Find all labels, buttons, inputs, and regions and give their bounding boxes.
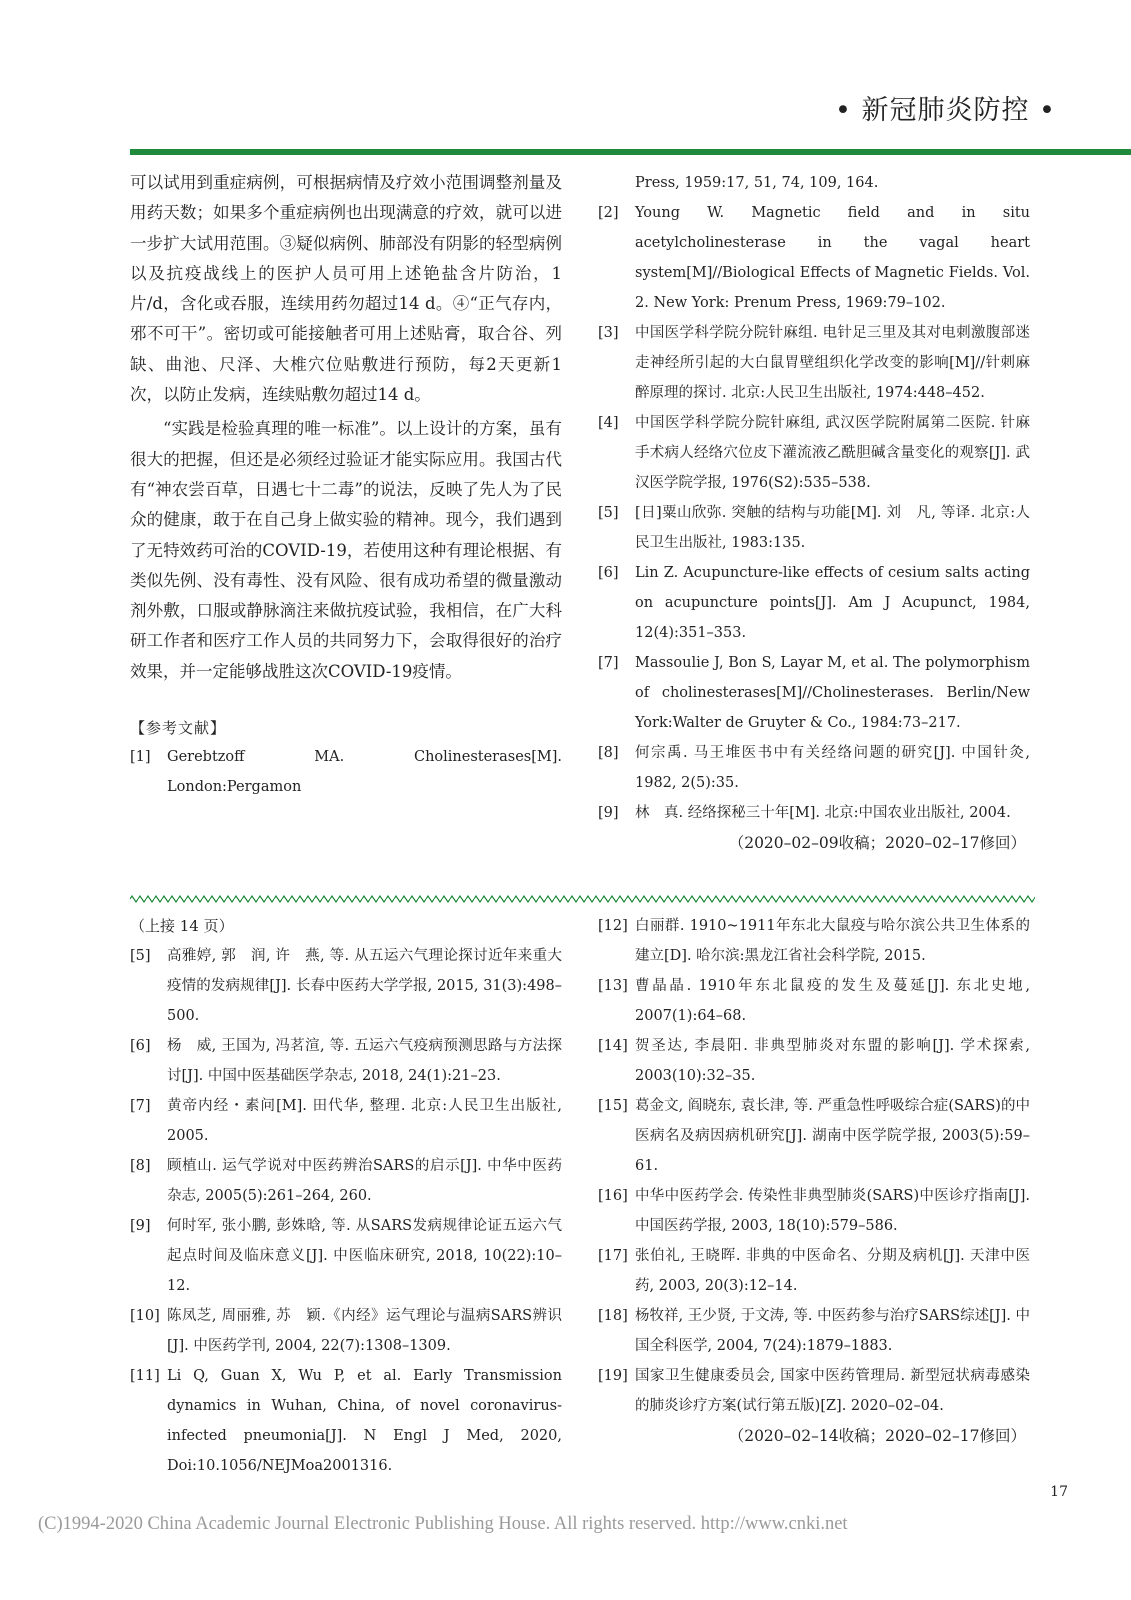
reference-number: [13] (598, 978, 628, 994)
reference-text: 高雅婷, 郭 润, 许 燕, 等. 从五运六气理论探讨近年来重大疫情的发病规律[J]. 长春中医药大学学报, 2015, 31(3):498–500. (167, 948, 562, 1024)
reference-number: [6] (130, 1038, 151, 1054)
reference-item (130, 742, 562, 802)
reference-item (598, 738, 1030, 798)
right-column (598, 168, 1030, 858)
reference-number: [2] (598, 205, 619, 221)
reference-number: [7] (130, 1098, 151, 1114)
reference-text: 中国医学科学院分院针麻组. 电针足三里及其对电刺激腹部迷走神经所引起的大白鼠胃壁组织化学改变的影响[M]//针刺麻醉原理的探讨. 北京:人民卫生出版社, 1974:448–452. (635, 325, 1030, 401)
reference-item (598, 798, 1030, 828)
reference-number: [4] (598, 415, 619, 431)
reference-number: [11] (130, 1368, 160, 1384)
reference-item (598, 408, 1030, 498)
reference-number: [17] (598, 1248, 628, 1264)
reference-number (598, 168, 635, 198)
reference-item (598, 168, 1030, 198)
reference-item (598, 558, 1030, 648)
reference-item (130, 1301, 562, 1361)
reference-text: 白丽群. 1910~1911年东北大鼠疫与哈尔滨公共卫生体系的建立[D]. 哈尔滨:黑龙江省社会科学院, 2015. (635, 918, 1030, 964)
reference-number: [5] (130, 948, 151, 964)
reference-text: Press, 1959:17, 51, 74, 109, 164. (635, 175, 879, 191)
reference-item (598, 1301, 1030, 1361)
reference-item (598, 911, 1030, 971)
reference-text: [日]粟山欣弥. 突触的结构与功能[M]. 刘 凡, 等译. 北京:人民卫生出版社, 1983:135. (635, 505, 1030, 551)
reference-number: [19] (598, 1368, 628, 1384)
reference-number: [5] (598, 505, 619, 521)
reference-item (598, 971, 1030, 1031)
reference-number: [14] (598, 1038, 628, 1054)
reference-number: [1] (130, 749, 151, 766)
reference-text: 张伯礼, 王晓晖. 非典的中医命名、分期及病机[J]. 天津中医药, 2003, 20(3):12–14. (635, 1248, 1030, 1294)
reference-text: 中国医学科学院分院针麻组, 武汉医学院附属第二医院. 针麻手术病人经络穴位皮下灌流液乙酰胆碱含量变化的观察[J]. 武汉医学院学报, 1976(S2):535–538. (635, 415, 1030, 491)
reference-number: [10] (130, 1308, 160, 1324)
body-paragraph-2: “实践是检验真理的唯一标准”。以上设计的方案，虽有很大的把握，但还是必须经过验证才能实际应用。我国古代有“神农尝百草，日遇七十二毒”的说法，反映了先人为了民众的健康，敢于在自己身上做实验的精神。现今，我们遇到了无特效药可治的COVID-19，若使用这种有理论根据、有类似先例、没有毒性、没有风险、很有成功希望的微量激动剂外敷，口服或静脉滴注来做抗疫试验，我相信，在广大科研工作者和医疗工作人员的共同努力下，会取得很好的治疗效果，并一定能够战胜这次COVID-19疫情。 (130, 419, 562, 681)
reference-item (598, 1361, 1030, 1421)
reference-item (598, 1091, 1030, 1181)
reference-text: 顾植山. 运气学说对中医药辨治SARS的启示[J]. 中华中医药杂志, 2005(5):261–264, 260. (167, 1158, 562, 1204)
reference-text: 何宗禹. 马王堆医书中有关经络问题的研究[J]. 中国针灸, 1982, 2(5):35. (635, 745, 1030, 791)
reference-text: 曹晶晶. 1910年东北鼠疫的发生及蔓延[J]. 东北史地, 2007(1):64–68. (635, 978, 1030, 1024)
reference-text: 杨牧祥, 王少贤, 于文涛, 等. 中医药参与治疗SARS综述[J]. 中国全科医学, 2004, 7(24):1879–1883. (635, 1308, 1030, 1354)
received-date: （2020–02–09收稿；2020–02–17修回） (728, 834, 1026, 852)
reference-number: [18] (598, 1308, 628, 1324)
reference-number: [6] (598, 565, 619, 581)
reference-number: [12] (598, 918, 628, 934)
reference-item (130, 1031, 562, 1091)
reference-text: 林 真. 经络探秘三十年[M]. 北京:中国农业出版社, 2004. (635, 805, 1011, 821)
reference-text: 中华中医药学会. 传染性非典型肺炎(SARS)中医诊疗指南[J]. 中国医药学报, 2003, 18(10):579–586. (635, 1188, 1030, 1234)
section-divider (130, 895, 1035, 903)
reference-number: [8] (130, 1158, 151, 1174)
lower-left-column (130, 911, 562, 1481)
copyright-footer: (C)1994-2020 China Academic Journal Electronic Publishing House. All rights reserved. http://www.cnki.net (38, 1514, 848, 1534)
reference-number: [15] (598, 1098, 628, 1114)
reference-number: [16] (598, 1188, 628, 1204)
reference-number: [9] (598, 805, 619, 821)
reference-item (130, 1361, 562, 1481)
reference-text: Massoulie J, Bon S, Layar M, et al. The polymorphism of cholinesterases[M]//Cholinesterases. Berlin/New York:Walter de Gruyter & Co., 1984:73–217. (635, 655, 1030, 731)
continued-note: （上接 14 页） (130, 917, 234, 935)
reference-item (598, 198, 1030, 318)
reference-text: 何时军, 张小鹏, 彭姝晗, 等. 从SARS发病规律论证五运六气起点时间及临床意义[J]. 中医临床研究, 2018, 10(22):10–12. (167, 1218, 562, 1294)
reference-number: [9] (130, 1218, 151, 1234)
header-rule (130, 149, 1131, 155)
section-title: • 新冠肺炎防控 • (834, 95, 1056, 126)
page-number: 17 (1050, 1484, 1068, 1500)
reference-number: [3] (598, 325, 619, 341)
reference-text: 杨 威, 王国为, 冯茗渲, 等. 五运六气疫病预测思路与方法探讨[J]. 中国中医基础医学杂志, 2018, 24(1):21–23. (167, 1038, 562, 1084)
reference-text: Lin Z. Acupuncture-like effects of cesium salts acting on acupuncture points[J]. Am J Acupunct, 1984, 12(4):351–353. (635, 565, 1030, 641)
reference-item (130, 1211, 562, 1301)
reference-item (598, 498, 1030, 558)
left-column (130, 168, 562, 802)
reference-text: Young W. Magnetic field and in situ acetylcholinesterase in the vagal heart system[M]//Biological Effects of Magnetic Fields. Vol. 2. New York: Prenum Press, 1969:79–102. (635, 205, 1030, 311)
received-date: （2020–02–14收稿；2020–02–17修回） (728, 1427, 1026, 1445)
reference-text: Li Q, Guan X, Wu P, et al. Early Transmission dynamics in Wuhan, China, of novel coronavirus-infected pneumonia[J]. N Engl J Med, 2020, Doi:10.1056/NEJMoa2001316. (167, 1368, 562, 1474)
lower-right-column (598, 911, 1030, 1451)
reference-item (130, 941, 562, 1031)
references-title: 【参考文献】 (130, 719, 227, 738)
reference-text: 贺圣达, 李晨阳. 非典型肺炎对东盟的影响[J]. 学术探索, 2003(10):32–35. (635, 1038, 1030, 1084)
reference-item (598, 1031, 1030, 1091)
reference-number: [7] (598, 655, 619, 671)
reference-item (598, 1241, 1030, 1301)
reference-item (598, 1181, 1030, 1241)
reference-text: 黄帝内经・素问[M]. 田代华, 整理. 北京:人民卫生出版社, 2005. (167, 1098, 562, 1144)
reference-text: 葛金文, 阎晓东, 袁长津, 等. 严重急性呼吸综合症(SARS)的中医病名及病因病机研究[J]. 湖南中医学院学报, 2003(5):59–61. (635, 1098, 1030, 1174)
reference-item (598, 648, 1030, 738)
reference-text: 陈凤芝, 周丽雅, 苏 颖.《内经》运气理论与温病SARS辨识[J]. 中医药学刊, 2004, 22(7):1308–1309. (167, 1308, 562, 1354)
reference-text: 国家卫生健康委员会, 国家中医药管理局. 新型冠状病毒感染的肺炎诊疗方案(试行第五版)[Z]. 2020–02–04. (635, 1368, 1030, 1414)
body-paragraph-1: 可以试用到重症病例，可根据病情及疗效小范围调整剂量及用药天数；如果多个重症病例也出现满意的疗效，就可以进一步扩大试用范围。③疑似病例、肺部没有阴影的轻型病例以及抗疫战线上的医护人员可用上述铯盐含片防治，1片/d，含化或吞服，连续用药勿超过14 d。④“正气存内，邪不可干”。密切或可能接触者可用上述贴膏，取合谷、列缺、曲池、尺泽、大椎穴位贴敷进行预防，每2天更新1次，以防止发病，连续贴敷勿超过14 d。 (130, 173, 562, 405)
reference-item (130, 1151, 562, 1211)
reference-number: [8] (598, 745, 619, 761)
reference-item (130, 1091, 562, 1151)
reference-item (598, 318, 1030, 408)
reference-text: Gerebtzoff MA. Cholinesterases[M]. London:Pergamon (167, 749, 562, 796)
